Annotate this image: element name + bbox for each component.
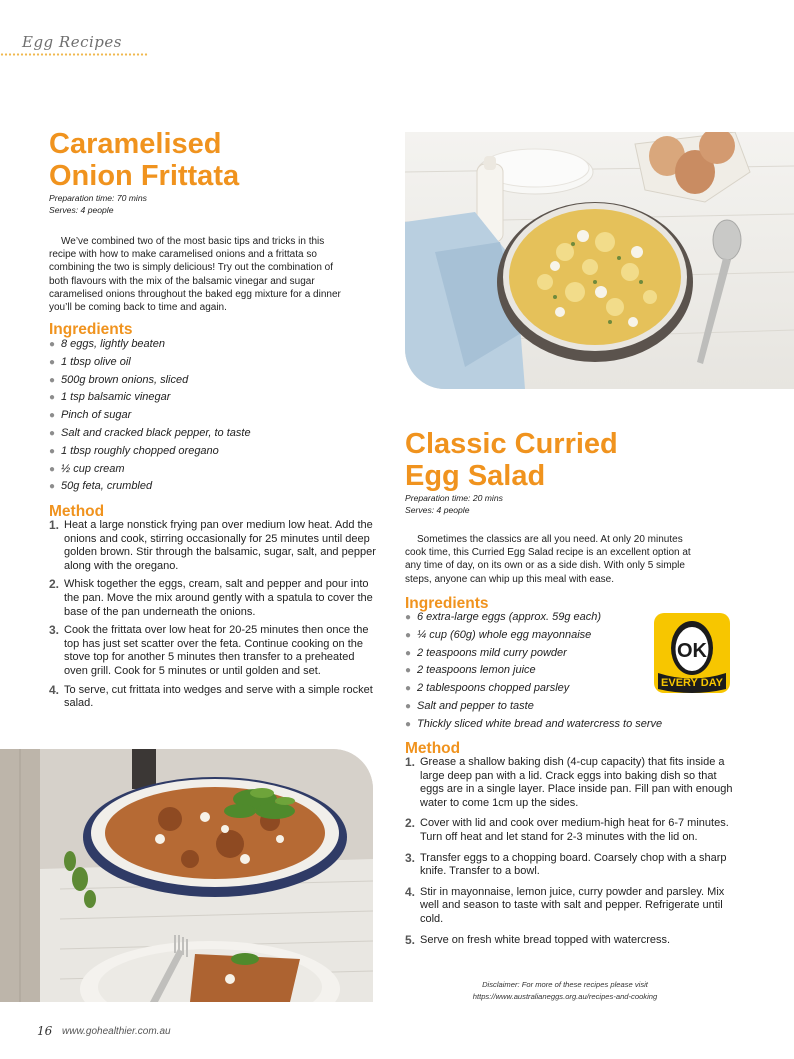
recipe1-title-line2: Onion Frittata	[49, 160, 240, 192]
disclaimer	[400, 979, 730, 1003]
ingredient-item: ● 500g brown onions, sliced	[49, 372, 349, 390]
recipe1-ingredients-heading: Ingredients	[49, 321, 133, 338]
recipe2-meta	[405, 492, 503, 516]
badge-every-day-text: EVERY DAY	[661, 677, 723, 689]
disclaimer-text: Disclaimer: For more of these recipes please visit	[482, 980, 648, 989]
ingredient-item: ● Pinch of sugar	[49, 407, 349, 425]
ingredient-item: ● Salt and pepper to taste	[405, 698, 735, 716]
ok-every-day-badge	[654, 613, 730, 693]
footer-website-link[interactable]: www.gohealthier.com.au	[62, 1026, 171, 1037]
curried-egg-salad-photo	[405, 132, 794, 389]
recipe2-prep-time: Preparation time: 20 mins	[405, 493, 503, 503]
recipe2-method-steps	[405, 756, 735, 954]
bullet-icon: ●	[405, 612, 412, 623]
bullet-icon: ●	[405, 683, 412, 695]
method-step: 3. Transfer eggs to a chopping board. Coarsely chop with a sharp knife. Transfer to a bowl.	[405, 850, 727, 878]
onion-frittata-photo	[0, 749, 373, 1002]
section-label: Egg Recipes	[22, 33, 122, 51]
recipe1-title-line1: Caramelised	[49, 128, 222, 160]
recipe2-title-line2: Egg Salad	[405, 460, 546, 492]
bullet-icon: ●	[49, 427, 56, 439]
recipe2-title-line1: Classic Curried	[405, 428, 618, 460]
bullet-icon: ●	[49, 445, 56, 457]
ingredient-item: ● ¼ cup (60g) whole egg mayonnaise	[405, 627, 735, 645]
bullet-icon: ●	[49, 339, 56, 350]
disclaimer-link[interactable]: https://www.australianeggs.org.au/recipes-and-cooking	[472, 992, 658, 1001]
method-step: 1. Heat a large nonstick frying pan over medium low heat. Add the onions and cook, stirring occasionally for 25 minutes until deep golden brown. Stir through the balsamic, sugar, salt, and pepper along with the oregano.	[49, 518, 376, 572]
method-step: 1. Grease a shallow baking dish (4-cup capacity) that fits inside a large deep pan with a lid. Crack eggs into baking dish so that eggs are in a single layer. Place inside pan. Fill pan with enough water to come 1cm up the sides.	[405, 755, 733, 809]
ingredient-item: ● 2 tablespoons chopped parsley	[405, 680, 735, 698]
bullet-icon: ●	[405, 665, 412, 677]
recipe2-method-heading: Method	[405, 740, 461, 757]
ingredient-item: ● 2 teaspoons lemon juice	[405, 662, 735, 680]
ingredient-item: ● 1 tbsp olive oil	[49, 354, 349, 372]
recipe1-ingredients-list	[49, 336, 349, 496]
method-step: 4. Stir in mayonnaise, lemon juice, curry powder and parsley. Mix well and season to taste with salt and pepper. Refrigerate until cold.	[405, 884, 725, 925]
method-step: 2. Cover with lid and cook over medium-high heat for 6-7 minutes. Turn off heat and let stand for 2-3 minutes with the lid on.	[405, 816, 729, 843]
ingredient-item: ● ½ cup cream	[49, 461, 349, 479]
bullet-icon: ●	[49, 481, 56, 493]
ingredient-item: ● 50g feta, crumbled	[49, 478, 349, 496]
ingredient-item: ● 8 eggs, lightly beaten	[49, 336, 349, 354]
bullet-icon: ●	[405, 718, 412, 730]
recipe1-intro: We’ve combined two of the most basic tips and tricks in this recipe with how to make caramelised onions and a frittata so combining the two is simply delicious! Try out the combination of both flavours with the mix of the balsamic vinegar and sugar caramelised onions throughout the baked egg mixture for a dinner you’ll be coming back to time and again.	[49, 236, 341, 314]
recipe2-serves: Serves: 4 people	[405, 505, 470, 515]
bullet-icon: ●	[405, 700, 412, 712]
method-step: 2. Whisk together the eggs, cream, salt and pepper and pour into the pan. Move the mix around gently with a spatula to cover the base of the pan underneath the onions.	[49, 577, 373, 618]
page-number: 16	[37, 1024, 53, 1038]
bullet-icon: ●	[49, 356, 56, 368]
ingredient-item: ● Salt and cracked black pepper, to taste	[49, 425, 349, 443]
recipe1-serves: Serves: 4 people	[49, 205, 114, 215]
ingredient-item: ● Thickly sliced white bread and watercress to serve	[405, 716, 735, 734]
dotted-divider	[0, 53, 148, 56]
bullet-icon: ●	[49, 463, 56, 475]
recipe1-meta	[49, 192, 147, 216]
recipe1-method-steps	[49, 519, 379, 716]
ingredient-item: ● 2 teaspoons mild curry powder	[405, 645, 735, 663]
ingredient-item: ● 1 tsp balsamic vinegar	[49, 389, 349, 407]
bullet-icon: ●	[405, 647, 412, 659]
bullet-icon: ●	[405, 629, 412, 641]
method-step: 4. To serve, cut frittata into wedges and serve with a simple rocket salad.	[49, 682, 373, 710]
ingredient-item: ● 6 extra-large eggs (approx. 59g each)	[405, 609, 735, 627]
recipe2-intro: Sometimes the classics are all you need. At only 20 minutes cook time, this Curried Egg Salad recipe is an excellent option at any time of day, on its own or as a side dish. With only 5 simple steps, anyone can whip up this meal with ease.	[405, 534, 691, 585]
method-step: 3. Cook the frittata over low heat for 20-25 minutes then once the top has just set scatter over the feta. Continue cooking on the stove top for another 5 minutes then transfer to a preheated oven grill. Cook for 5 minutes or until golden and set.	[49, 623, 369, 677]
recipe2-title	[405, 428, 705, 492]
method-step: 5. Serve on fresh white bread topped with watercress.	[405, 932, 671, 947]
recipe1-method-heading: Method	[49, 503, 105, 520]
badge-ok-text: OK	[677, 640, 707, 662]
bullet-icon: ●	[49, 374, 56, 386]
bullet-icon: ●	[49, 410, 56, 422]
bullet-icon: ●	[49, 392, 56, 404]
recipe1-prep-time: Preparation time: 70 mins	[49, 193, 147, 203]
ingredient-item: ● 1 tbsp roughly chopped oregano	[49, 443, 349, 461]
recipe2-ingredients-heading: Ingredients	[405, 595, 489, 612]
recipe1-title	[49, 128, 349, 192]
